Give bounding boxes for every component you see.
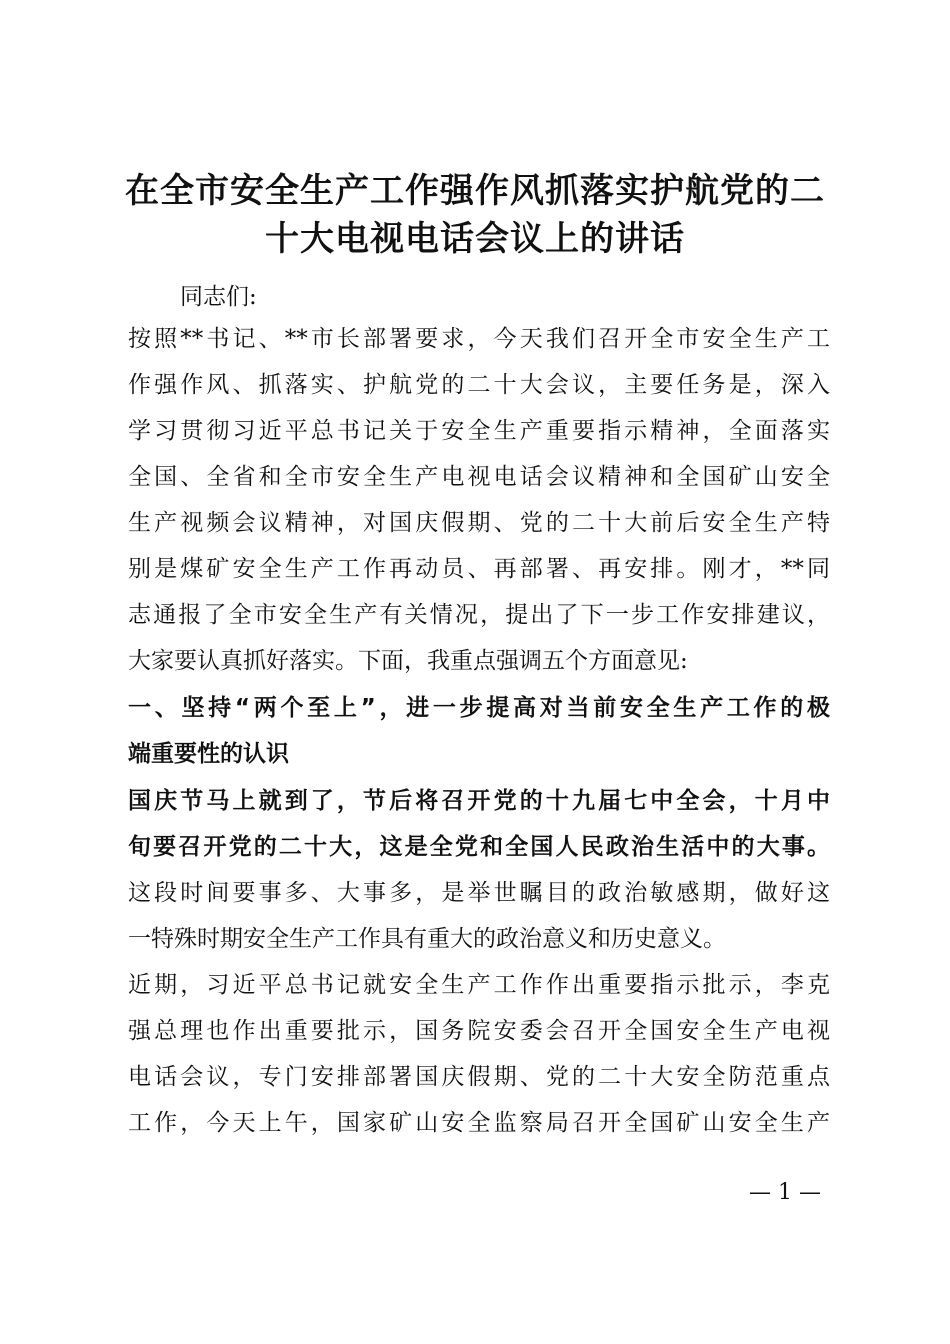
emphasis-line: 国庆节马上就到了，节后将召开党的十九届七中全会，十月中 (128, 788, 830, 814)
salutation: 同志们: (180, 284, 257, 310)
body-line: 别是煤矿安全生产工作再动员、再部署、再安排。刚才，**同 (128, 556, 830, 582)
document-title-line-2: 十大电视电话会议上的讲话 (265, 219, 685, 259)
document-title-line-1: 在全市安全生产工作强作风抓落实护航党的二 (125, 171, 825, 211)
emphasis-line: 旬要召开党的二十大，这是全党和全国人民政治生活中的大事。 (128, 834, 830, 860)
body-line: 强总理也作出重要批示，国务院安委会召开全国安全生产电视 (128, 1018, 830, 1044)
section-heading-line: 端重要性的认识 (128, 741, 289, 767)
body-line: 电话会议，专门安排部署国庆假期、党的二十大安全防范重点 (128, 1064, 830, 1090)
body-line: 学习贯彻习近平总书记关于安全生产重要指示精神，全面落实 (128, 418, 830, 444)
body-line: 近期，习近平总书记就安全生产工作作出重要指示批示，李克 (128, 972, 830, 998)
body-line: 一特殊时期安全生产工作具有重大的政治意义和历史意义。 (128, 926, 726, 952)
body-line: 全国、全省和全市安全生产电视电话会议精神和全国矿山安全 (128, 464, 830, 490)
body-line: 作强作风、抓落实、护航党的二十大会议，主要任务是，深入 (128, 372, 830, 398)
body-line: 这段时间要事多、大事多，是举世瞩目的政治敏感期，做好这 (128, 880, 830, 906)
body-line: 志通报了全市安全生产有关情况，提出了下一步工作安排建议， (128, 602, 830, 628)
section-heading-line: 一、坚持“两个至上”，进一步提高对当前安全生产工作的极 (128, 695, 830, 721)
page-number: — 1 — (749, 1180, 821, 1205)
body-line: 工作，今天上午，国家矿山安全监察局召开全国矿山安全生产 (128, 1110, 830, 1136)
body-line: 生产视频会议精神，对国庆假期、党的二十大前后安全生产特 (128, 510, 830, 536)
body-line: 大家要认真抓好落实。下面，我重点强调五个方面意见: (128, 648, 688, 674)
body-line: 按照**书记、**市长部署要求，今天我们召开全市安全生产工 (128, 326, 830, 352)
